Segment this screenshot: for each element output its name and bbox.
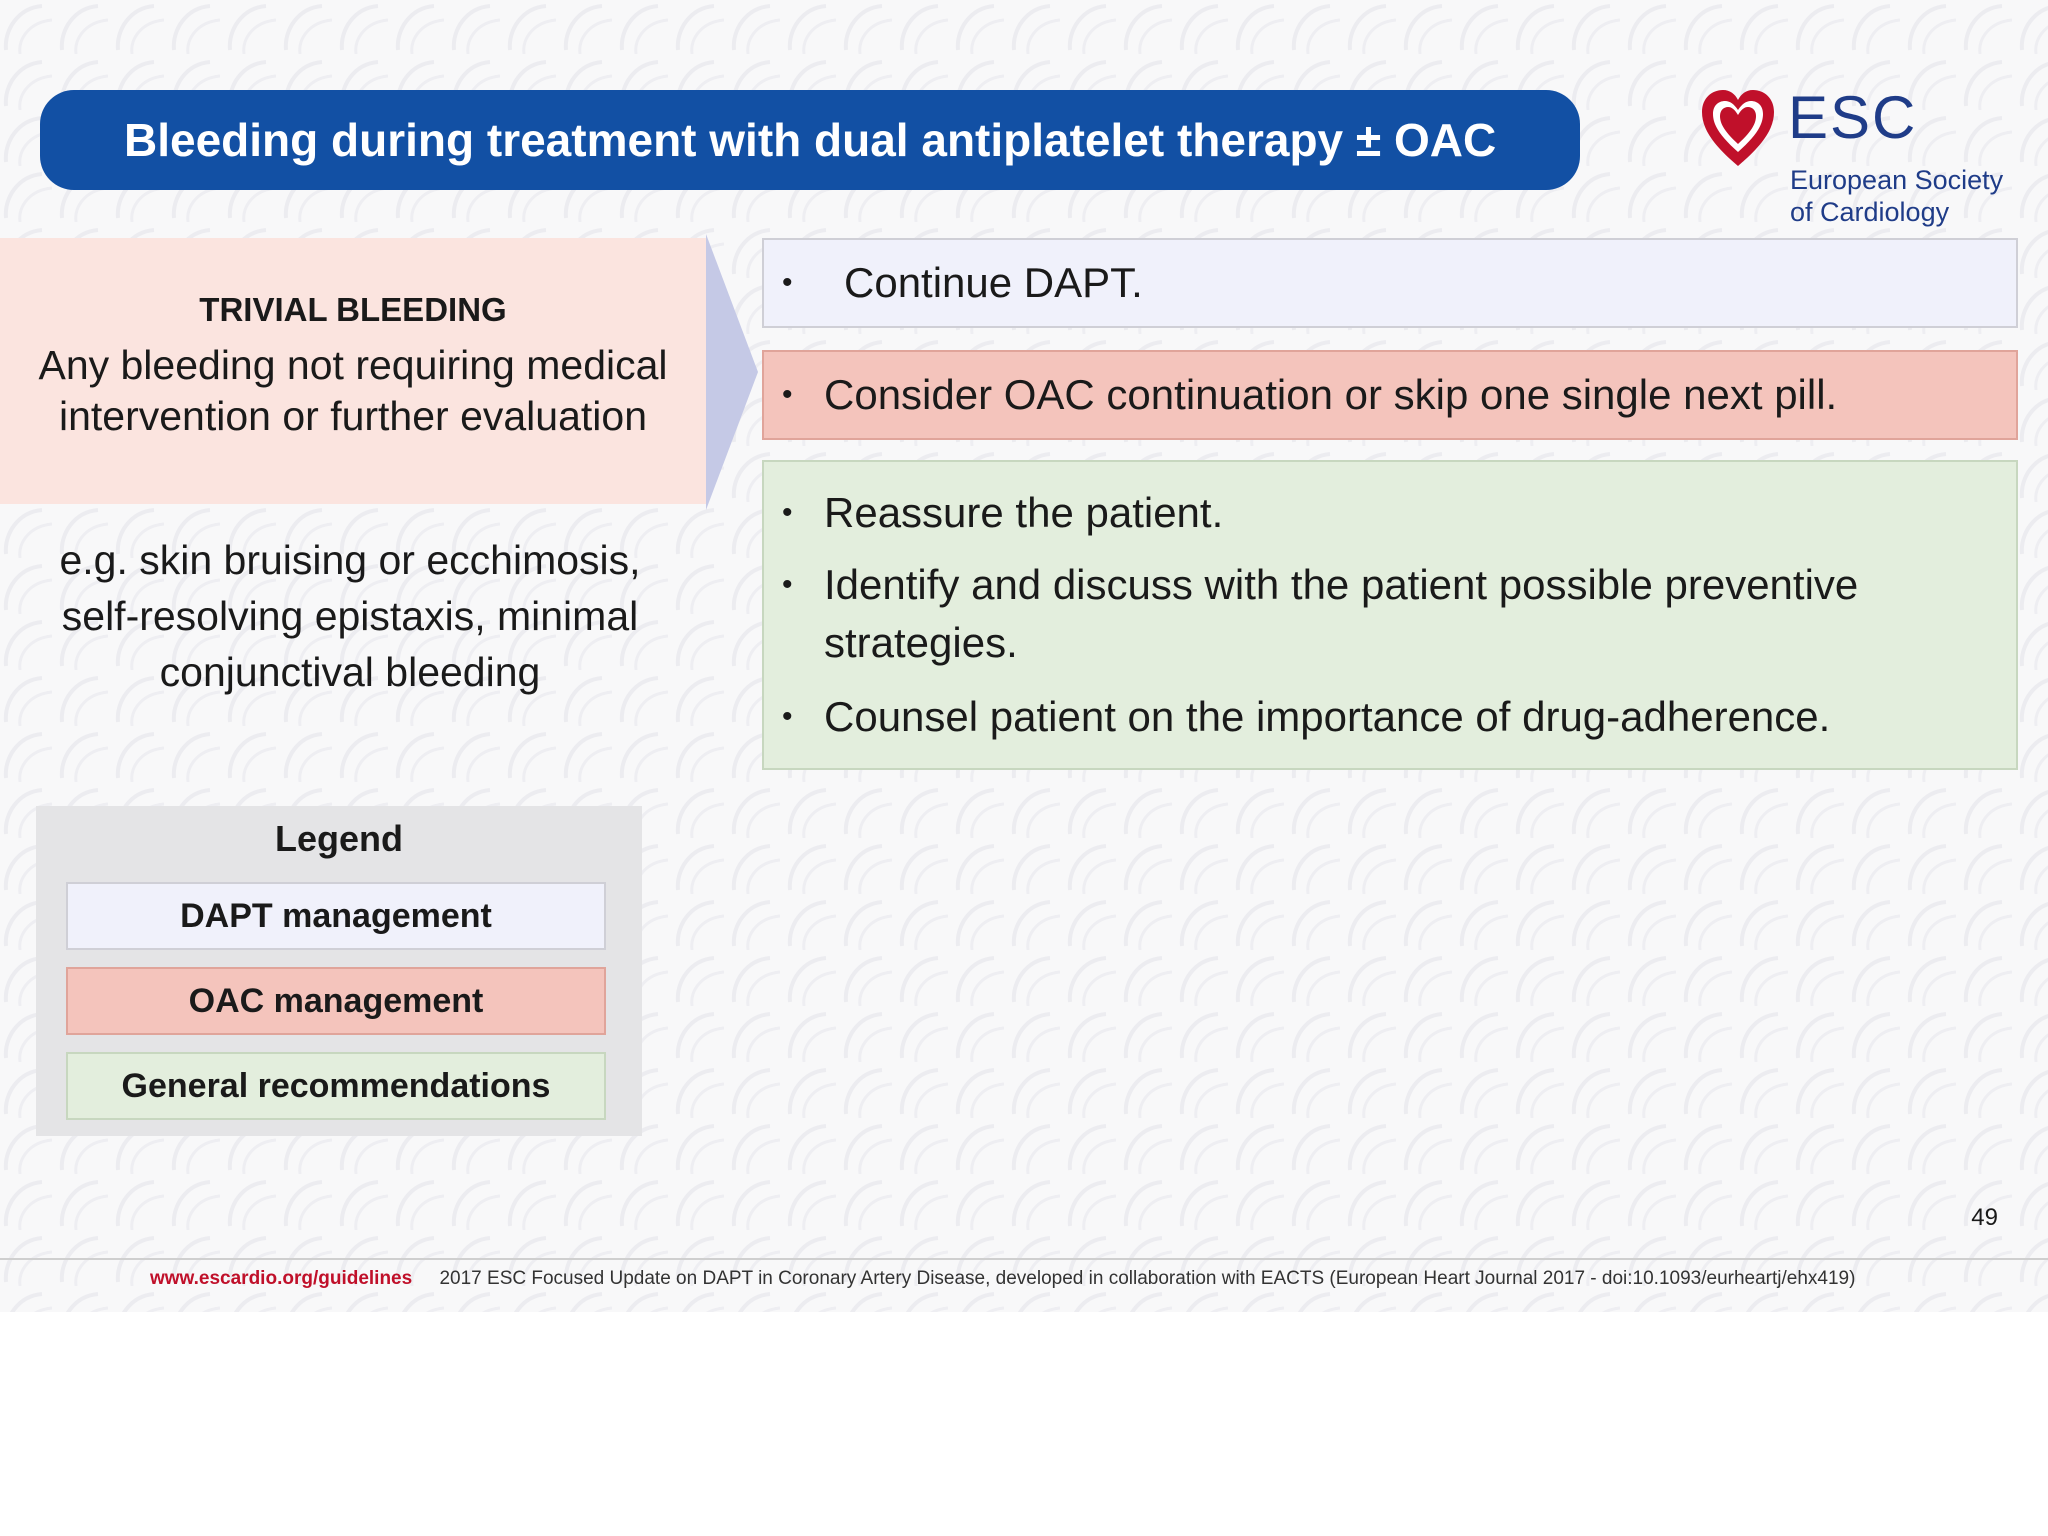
legend-item-dapt: DAPT management	[66, 882, 606, 950]
bullet-item	[782, 688, 1830, 746]
bullet-dot: •	[782, 568, 793, 601]
definition-line: intervention or further evaluation	[58, 393, 647, 439]
legend	[36, 806, 642, 1136]
legend-item-general: General recommendations	[66, 1052, 606, 1120]
arrow-right-icon	[706, 234, 762, 510]
bullet-text: strategies.	[824, 619, 1018, 666]
legend-title: Legend	[274, 818, 403, 859]
definition-line: Any bleeding not requiring medical	[38, 342, 668, 388]
bleeding-examples	[0, 532, 700, 700]
trivial-bleeding-definition	[0, 340, 706, 442]
esc-logo	[1698, 84, 2018, 234]
logo-name-line1: European Society	[1790, 165, 2004, 195]
bullet-item	[782, 254, 1143, 312]
bullet-item	[782, 366, 1837, 424]
trivial-bleeding-box	[0, 238, 706, 504]
bullet-text: Continue DAPT.	[844, 259, 1143, 306]
bullet-text: Counsel patient on the importance of drug-adherence.	[824, 693, 1831, 740]
title-bar	[40, 90, 1580, 190]
bullet-dot: •	[782, 496, 793, 529]
footer-citation: 2017 ESC Focused Update on DAPT in Coronary Artery Disease, developed in collaboration with EACTS (European Heart Journal 2017 - doi:10.1093/eurheartj/ehx419)	[439, 1268, 1856, 1289]
bullet-text: Identify and discuss with the patient possible preventive	[824, 561, 1859, 608]
logo-acronym: ESC	[1788, 84, 1918, 151]
footer	[150, 1268, 1855, 1290]
bullet-text: Reassure the patient.	[824, 489, 1224, 536]
logo-name-line2: of Cardiology	[1790, 197, 1950, 227]
bullet-item	[782, 484, 1223, 542]
examples-line: e.g. skin bruising or ecchimosis,	[59, 537, 641, 583]
oac-management-box	[762, 350, 2018, 440]
footer-link[interactable]: www.escardio.org/guidelines	[150, 1268, 413, 1289]
bullet-dot: •	[782, 378, 793, 411]
examples-line: self-resolving epistaxis, minimal	[61, 593, 639, 639]
heart-icon	[1698, 88, 1778, 170]
examples-line: conjunctival bleeding	[159, 649, 541, 695]
page-number: 49	[1971, 1204, 1998, 1231]
bullet-dot: •	[782, 700, 793, 733]
legend-item-oac: OAC management	[66, 967, 606, 1035]
footer-divider	[0, 1258, 2048, 1260]
general-recommendations-box	[762, 460, 2018, 770]
trivial-bleeding-heading: TRIVIAL BLEEDING	[199, 291, 507, 328]
logo-name	[1790, 164, 2003, 228]
bullet-text: Consider OAC continuation or skip one single next pill.	[824, 371, 1838, 418]
slide-title: Bleeding during treatment with dual antiplatelet therapy ± OAC	[124, 114, 1497, 166]
dapt-management-box	[762, 238, 2018, 328]
bullet-item	[782, 556, 1858, 672]
bullet-dot: •	[782, 266, 793, 299]
